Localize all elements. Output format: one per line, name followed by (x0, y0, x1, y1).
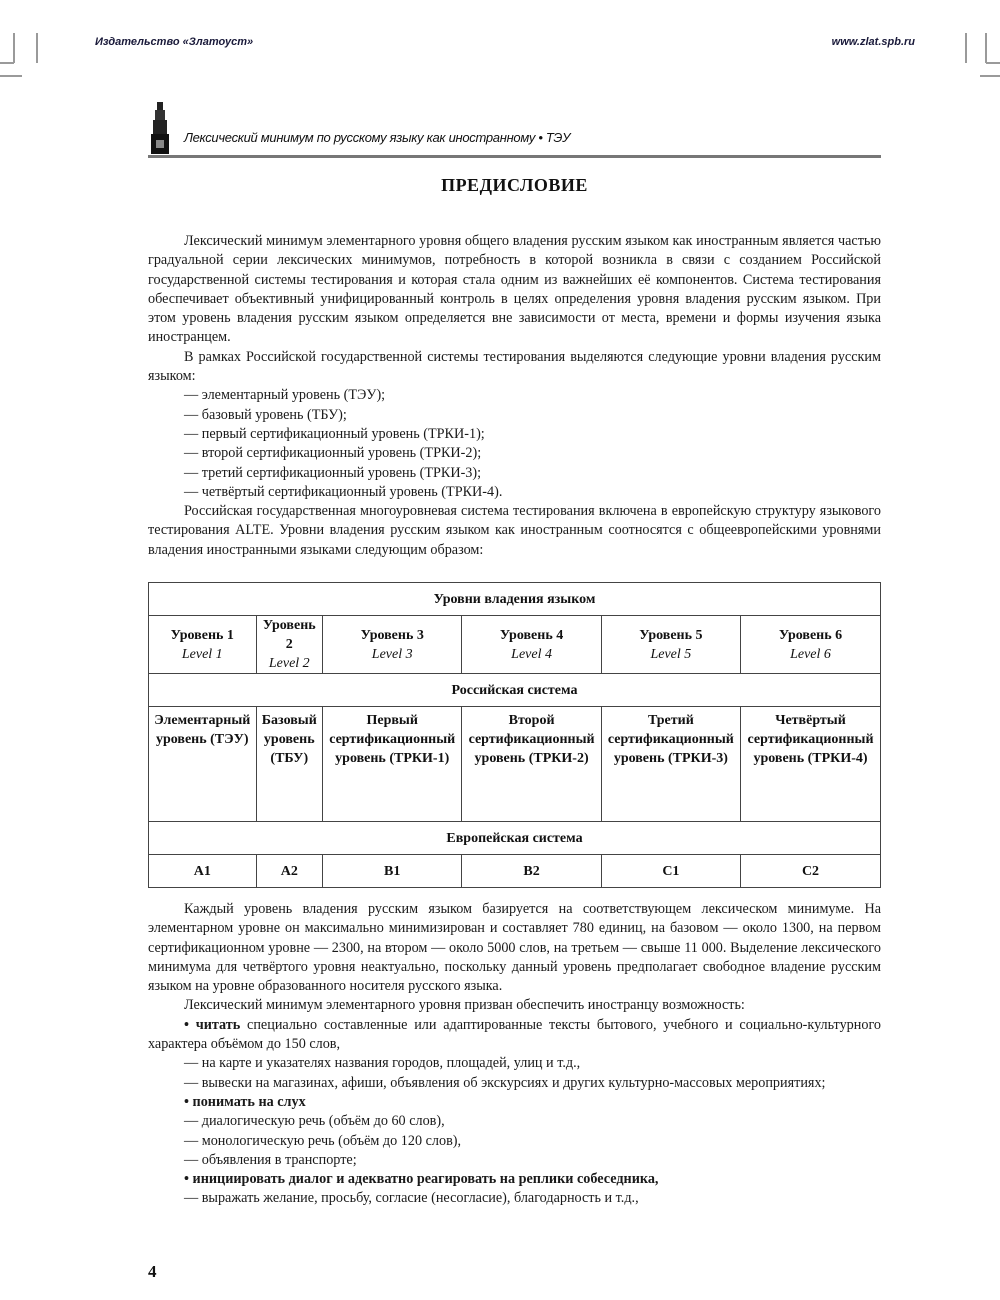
publisher-url: www.zlat.spb.ru (831, 36, 915, 48)
level-en: Level 4 (511, 646, 552, 662)
level-cell (462, 616, 601, 674)
european-level-cell: C1 (601, 855, 740, 888)
level-list-item: — первый сертификационный уровень (ТРКИ-1); (184, 425, 485, 442)
level-en: Level 1 (181, 646, 223, 662)
level-list-item: — третий сертификационный уровень (ТРКИ-3); (184, 464, 482, 481)
level-en: Level 6 (790, 646, 831, 662)
russian-level-cell: Второй сертификационный уровень (ТРКИ-2) (462, 707, 601, 822)
intro-paragraph: Российская государственная многоуровневая система тестирования включена в европейскую структуру языкового тестирования ALTE. Уровни владения русским языком как иностранным соотносятся с общеевропейскими уровнями владения иностранными языками следующим образом: (148, 503, 881, 558)
level-cell (256, 616, 322, 674)
crop-mark (986, 62, 1000, 64)
crop-mark (980, 75, 1000, 77)
page-title: ПРЕДИСЛОВИЕ (441, 175, 588, 195)
publisher-name: Издательство «Златоуст» (95, 36, 254, 48)
russian-level-cell: Элементарный уровень (ТЭУ) (149, 707, 257, 822)
level-cell (149, 616, 257, 674)
read-item: — вывески на магазинах, афиши, объявления об экскурсиях и других культурно-массовых мероприятиях; (184, 1074, 826, 1091)
european-level-cell: C2 (741, 855, 881, 888)
level-en: Level 5 (650, 646, 692, 662)
crop-mark (965, 33, 967, 63)
level-en: Level 3 (371, 646, 413, 662)
european-level-cell: A1 (149, 855, 257, 888)
russian-level-cell: Первый сертификационный уровень (ТРКИ-1) (323, 707, 462, 822)
read-bullet (148, 1016, 881, 1055)
table-header: Уровни владения языком (149, 583, 881, 616)
outro-section (148, 900, 881, 1209)
bullet-label: • читать (184, 1016, 241, 1033)
intro-section (148, 232, 881, 560)
outro-paragraph: Лексический минимум элементарного уровня призван обеспечить иностранцу возможность: (184, 997, 745, 1014)
listen-item: — диалогическую речь (объём до 60 слов), (184, 1113, 445, 1130)
level-ru: Уровень 5 (639, 627, 703, 643)
crop-mark (985, 33, 987, 63)
listen-item: — монологическую речь (объём до 120 слов), (184, 1132, 462, 1149)
outro-paragraph: Каждый уровень владения русским языком базируется на соответствующем лексическом минимуме. На элементарном уровне он максимально минимизирован и составляет 780 единиц, на базовом — около 1300, на первом сертификационном уровне — 2300, на втором — около 5000 слов, на третьем — свыше 11 000. Выделение лексического минимума для четвёртого уровня неактуально, поскольку данный уровень предполагает свободное владение русским языком на уровне образованного носителя русского языка. (148, 901, 881, 995)
level-cell (741, 616, 881, 674)
crop-mark (0, 62, 14, 64)
level-ru: Уровень 4 (499, 627, 564, 643)
dialog-bullet: • инициировать диалог и адекватно реагировать на реплики собеседника, (184, 1171, 659, 1188)
european-level-cell: A2 (256, 855, 322, 888)
crop-mark (0, 75, 22, 77)
european-level-cell: B2 (462, 855, 601, 888)
level-en: Level 2 (268, 656, 310, 671)
level-list-item: — второй сертификационный уровень (ТРКИ-2); (184, 445, 482, 462)
level-list-item: — четвёртый сертификационный уровень (ТРКИ-4). (184, 483, 503, 500)
russian-level-cell: Третий сертификационный уровень (ТРКИ-3) (601, 707, 740, 822)
header-rule (148, 155, 881, 158)
running-head (148, 100, 881, 157)
crop-mark (36, 33, 38, 63)
publisher-logo-icon (150, 102, 170, 154)
page-number: 4 (148, 1262, 157, 1281)
dialog-item: — выражать желание, просьбу, согласие (несогласие), благодарность и т.д., (184, 1190, 639, 1207)
crop-mark (13, 33, 15, 63)
russian-level-cell: Четвёртый сертификационный уровень (ТРКИ-4) (741, 707, 881, 822)
level-cell (323, 616, 462, 674)
level-list-item: — элементарный уровень (ТЭУ); (184, 387, 386, 404)
level-cell (601, 616, 740, 674)
levels-table (148, 582, 881, 888)
european-level-cell: B1 (323, 855, 462, 888)
european-system-header: Европейская система (149, 822, 881, 855)
listen-item: — объявления в транспорте; (184, 1151, 357, 1168)
level-ru: Уровень 2 (262, 618, 316, 652)
russian-system-header: Российская система (149, 674, 881, 707)
intro-paragraph: В рамках Российской государственной системы тестирования выделяются следующие уровни владения русским языком: (148, 348, 881, 385)
level-ru: Уровень 3 (360, 627, 424, 643)
bullet-text: специально составленные или адаптированные тексты бытового, учебного и социально-культурного характера объёмом до 150 слов, (148, 1016, 881, 1053)
level-list-item: — базовый уровень (ТБУ); (184, 406, 347, 423)
level-ru: Уровень 6 (778, 627, 843, 643)
running-head-title: Лексический минимум по русскому языку как иностранному • ТЭУ (184, 130, 571, 145)
listen-bullet: • понимать на слух (184, 1093, 306, 1110)
level-ru: Уровень 1 (170, 627, 234, 643)
read-item: — на карте и указателях названия городов, площадей, улиц и т.д., (184, 1055, 581, 1072)
russian-level-cell: Базовый уровень (ТБУ) (256, 707, 322, 822)
intro-paragraph: Лексический минимум элементарного уровня общего владения русским языком как иностранным является частью градуальной серии лексических минимумов, потребность в которой возникла в связи с созданием Российской государственной системы тестирования и которая стала одним из важнейших её компонентов. Система тестирования обеспечивает объективный унифицированный контроль в целях определения уровня владения русским языком. При этом уровень владения русским языком определяется вне зависимости от места, времени и формы изучения языка иностранцем. (148, 233, 881, 346)
